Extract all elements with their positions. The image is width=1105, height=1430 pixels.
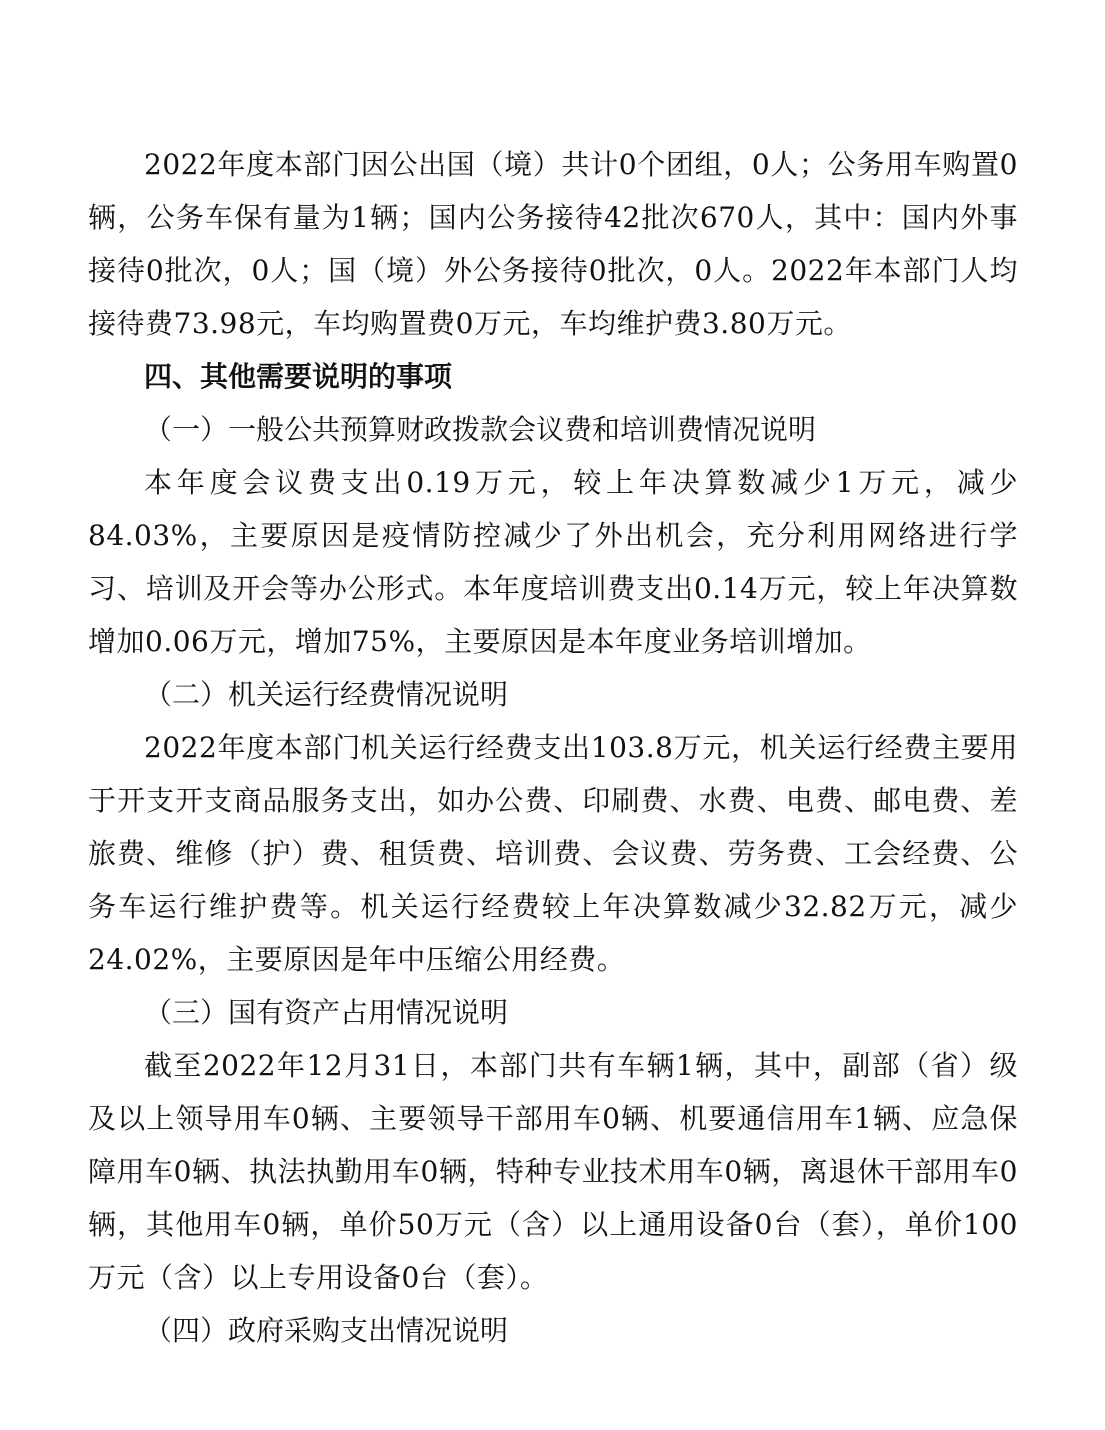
document-page (88, 138, 1018, 1357)
subsection-title-operating-expenses: （二）机关运行经费情况说明 (144, 678, 509, 711)
paragraph-state-assets: 截至2022年12月31日，本部门共有车辆1辆，其中，副部（省）级及以上领导用车0辆、主要领导干部用车0辆、机要通信用车1辆、应急保障用车0辆、执法执勤用车0辆，特种专业技术用车0辆，离退休干部用车0辆，其他用车0辆，单价50万元（含）以上通用设备0台（套），单价100万元（含）以上专用设备0台（套）。 (88, 1049, 1018, 1294)
paragraph-meeting-training: 本年度会议费支出0.19万元，较上年决算数减少1万元，减少84.03%，主要原因是疫情防控减少了外出机会，充分利用网络进行学习、培训及开会等办公形式。本年度培训费支出0.14万元，较上年决算数增加0.06万元，增加75%，主要原因是本年度业务培训增加。 (88, 466, 1018, 658)
subsection-title-meeting-training: （一）一般公共预算财政拨款会议费和培训费情况说明 (144, 413, 817, 446)
paragraph-operating-expenses: 2022年度本部门机关运行经费支出103.8万元，机关运行经费主要用于开支开支商品服务支出，如办公费、印刷费、水费、电费、邮电费、差旅费、维修（护）费、租赁费、培训费、会议费、劳务费、工会经费、公务车运行维护费等。机关运行经费较上年决算数减少32.82万元，减少24.02%，主要原因是年中压缩公用经费。 (88, 731, 1018, 976)
paragraph-travel-reception: 2022年度本部门因公出国（境）共计0个团组，0人；公务用车购置0辆，公务车保有量为1辆；国内公务接待42批次670人，其中：国内外事接待0批次，0人；国（境）外公务接待0批次，0人。2022年本部门人均接待费73.98元，车均购置费0万元，车均维护费3.80万元。 (88, 148, 1018, 340)
subsection-title-government-procurement: （四）政府采购支出情况说明 (144, 1314, 509, 1347)
subsection-title-state-assets: （三）国有资产占用情况说明 (144, 996, 509, 1029)
section-title-other-matters: 四、其他需要说明的事项 (144, 360, 453, 393)
